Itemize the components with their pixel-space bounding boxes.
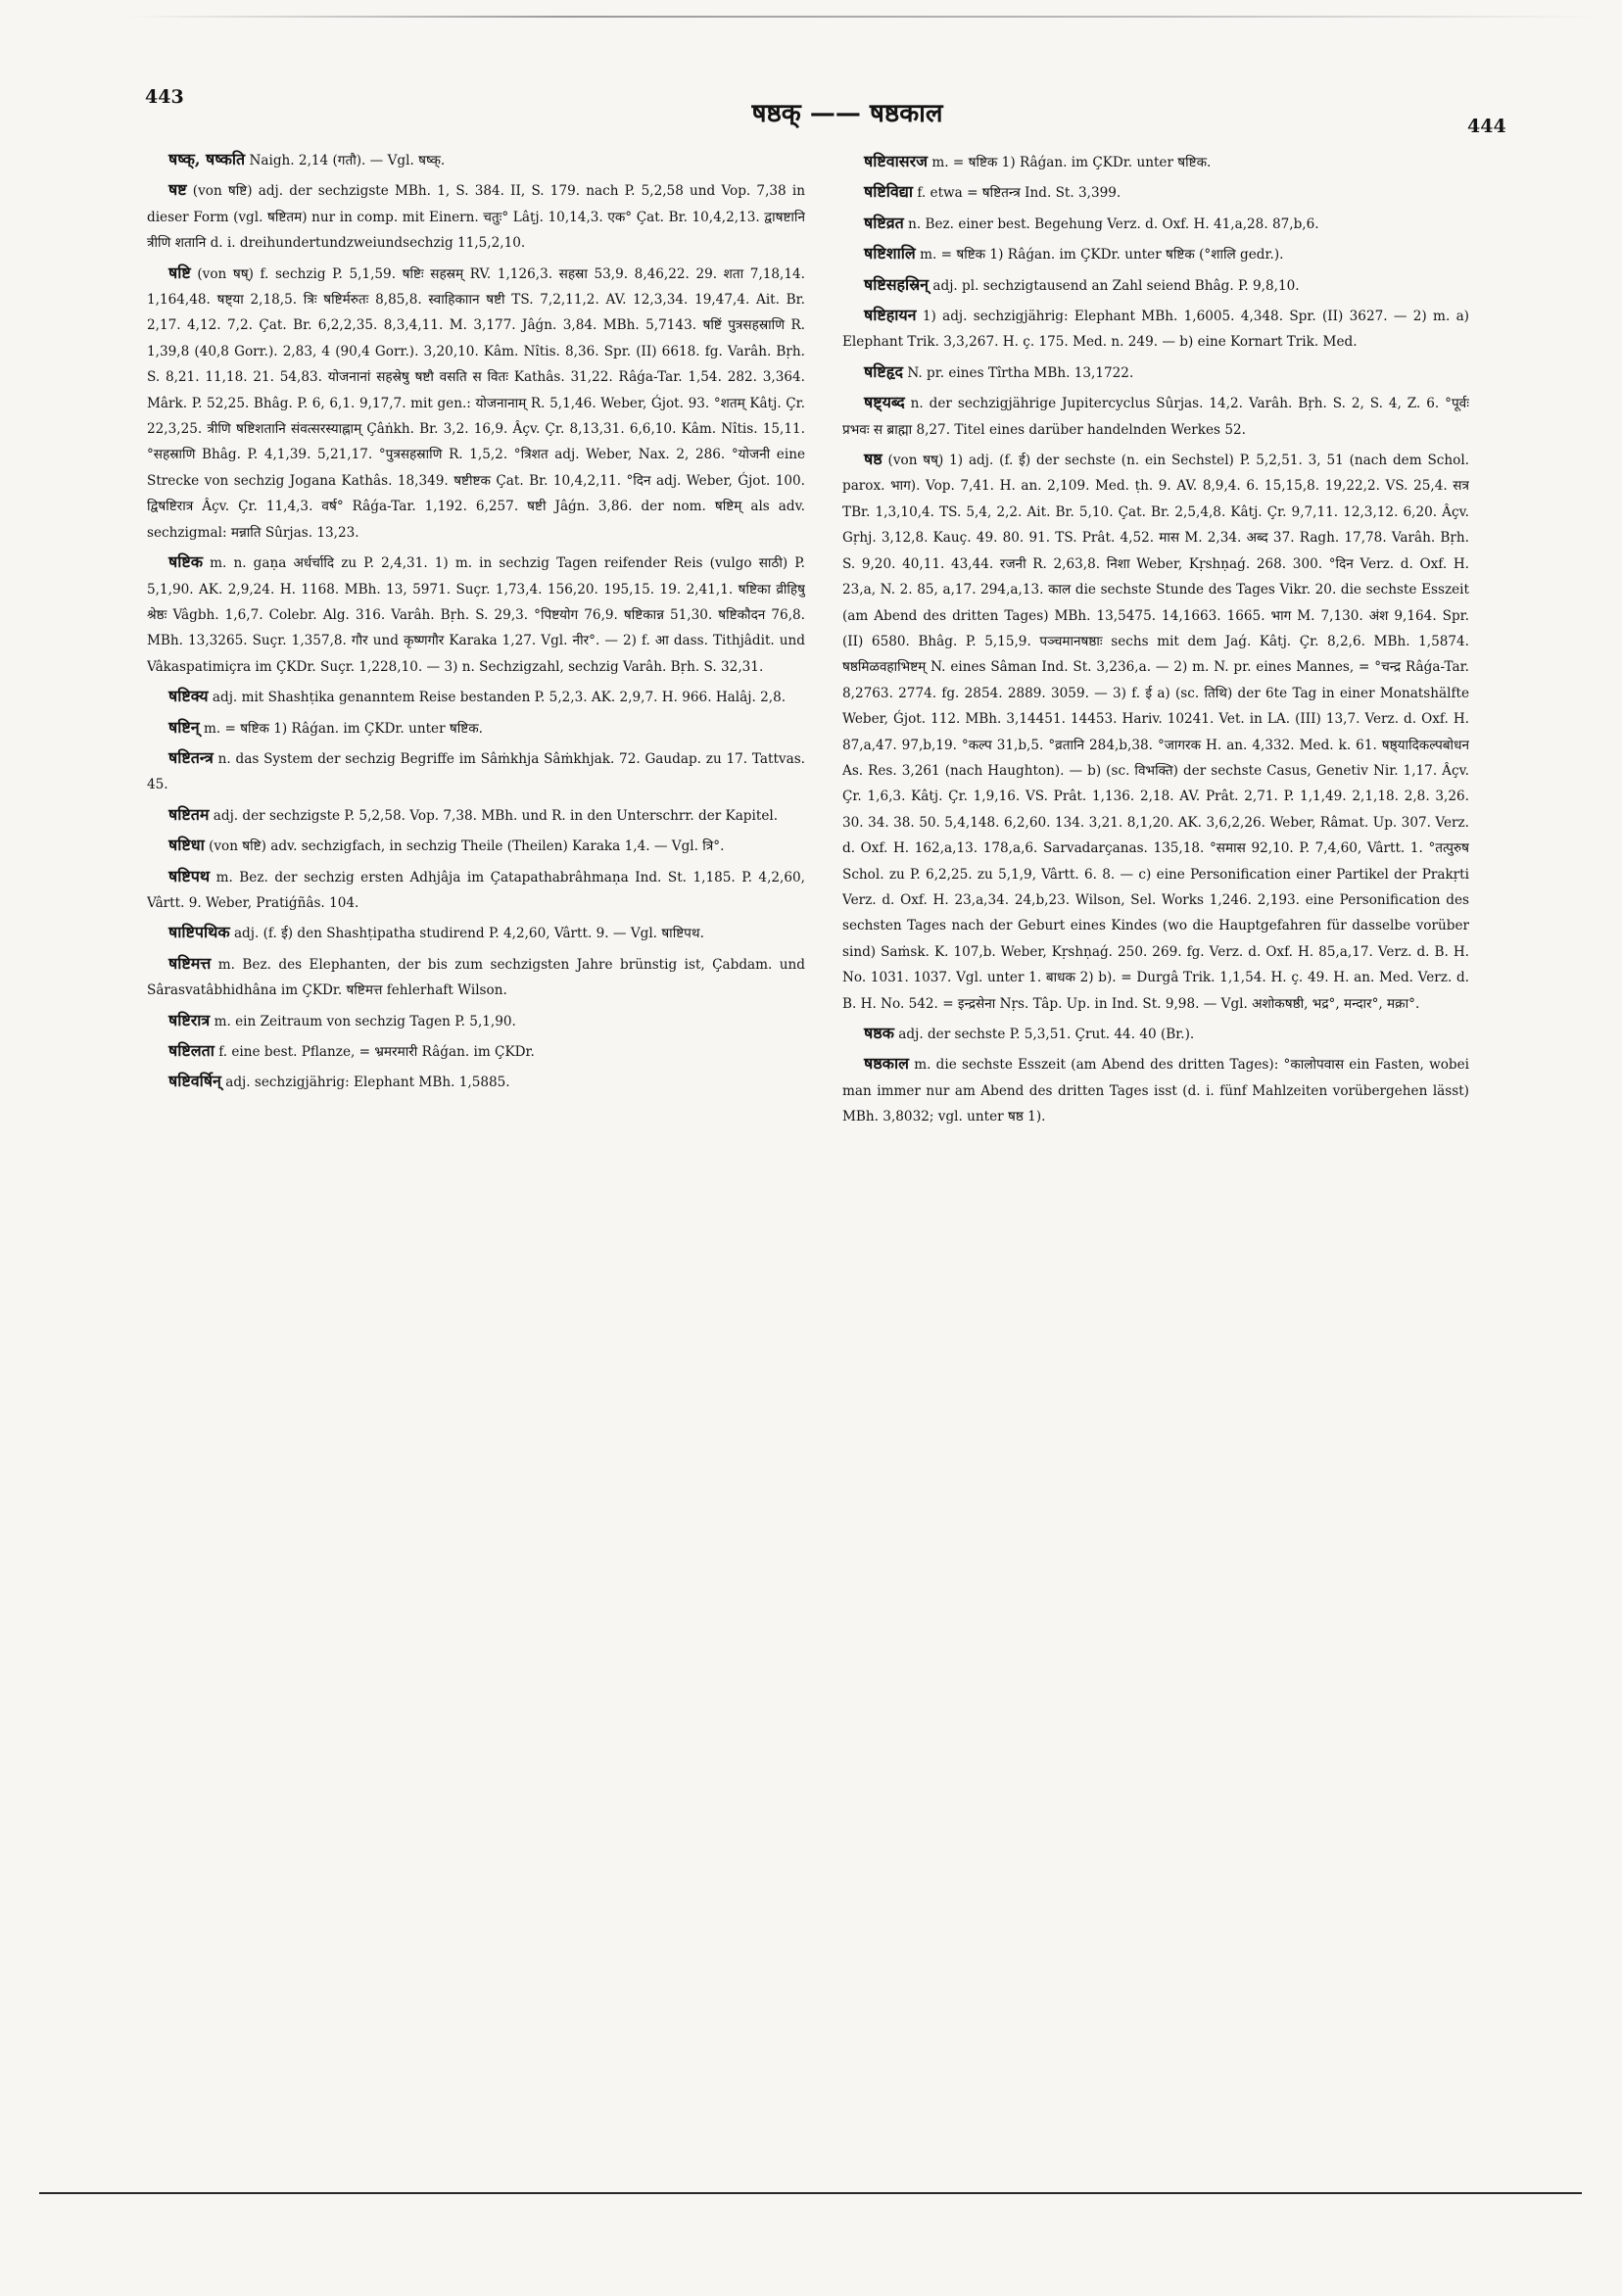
entry-text: m. Bez. der sechzig ersten Adhjâja im Çatapathabrâhmaṇa Ind. St. 1,185. P. 4,2,60, Vârtt. 9. Weber, Pratiǵñâs. 104.	[147, 869, 805, 911]
entry-text: (von षष्) 1) adj. (f. ई) der sechste (n. ein Sechstel) P. 5,2,51. 3, 51 (nach dem Schol. parox. भाग). Vop. 7,41. H. an. 2,109. Med. ṭh. 9. AV. 8,9,4. 6. 15,15,8. 19,22,2. VS. 25,4. सत्र TBr. 1,3,10,4. TS. 5,4, 2,2. Ait. Br. 5,10. Çat. Br. 2,5,4,8. Kâtj. Çr. 9,7,11. 12,3,12. 6,20. Âçv. Gṛhj. 3,12,8. Kauç. 49. 80. 91. TS. Prât. 4,52. मास M. 2,34. अब्द 37. Ragh. 17,78. Varâh. Bṛh. S. 9,20. 40,11. 43,44. रजनी R. 2,63,8. निशा Weber, Kṛshṇaǵ. 268. 300. °दिन Verz. d. Oxf. H. 23,a, N. 2. 85, a,17. 294,a,13. काल die sechste Stunde des Tages Vikr. 20. die sechste Esszeit (am Abend des dritten Tages) MBh. 13,5475. 14,1663. 1665. भाग M. 7,130. अंश 9,164. Spr. (II) 6580. Bhâg. P. 5,15,9. पञ्चमानषष्ठाः sechs mit dem Jaǵ. Kâtj. Çr. 8,2,6. MBh. 1,5874. षष्ठमिळवहाभिष्टम् N. eines Sâman Ind. St. 3,236,a. — 2) m. N. pr. eines Mannes, = °चन्द्र Râǵa-Tar. 8,2763. 2774. fg. 2854. 2889. 3059. — 3) f. ई a) (sc. तिथि) der 6te Tag in einer Monatshälfte Weber, Ǵjot. 112. MBh. 3,14451. 14453. Hariv. 10241. Vet. in LA. (III) 13,7. Verz. d. Oxf. H. 87,a,47. 97,b,19. °कल्प 31,b,5. °व्रतानि 284,b,38. °जागरक H. an. 4,332. Med. k. 61. षष्ठ्यादिकल्पबोधन As. Res. 3,261 (nach Haughton). — b) (sc. विभक्ति) der sechste Casus, Genetiv Nir. 1,17. Âçv. Çr. 1,6,3. Kâtj. Çr. 1,9,16. VS. Prât. 1,136. 2,18. AV. Prât. 2,71. P. 1,1,49. 2,1,18. 2,8. 3,26. 30. 34. 38. 50. 5,4,148. 6,2,60. 134. 3,21. 8,1,20. AK. 3,6,2,26. Weber, Râmat. Up. 307. Verz. d. Oxf. H. 162,a,13. 178,a,6. Sarvadarçanas. 135,18. °समास 92,10. P. 7,4,60, Vârtt. 1. °तत्पुरुष Schol. zu P. 6,2,25. zu 5,1,9, Vârtt. 6. 8. — c) eine Personification einer Partikel der Prakṛti Verz. d. Oxf. H. 23,a,34. 24,b,23. Wilson, Sel. Works 1,246. 2,193. eine Personification des sechsten Tages nach der Geburt eines Kindes (wo die Hauptgefahren für dasselbe vorüber sind) Saṁsk. K. 107,b. Weber, Kṛshṇaǵ. 250. 269. fg. Verz. d. Oxf. H. 85,a,17. Verz. d. B. H. No. 1031. 1037. Vgl. unter 1. बाधक 2) b). = Durgâ Trik. 1,1,54. H. ç. 49. H. an. Med. Verz. d. B. H. No. 542. = इन्द्रसेना Nṛs. Tâp. Up. in Ind. St. 9,98. — Vgl. अशोकषष्ठी, भद्र°, मन्दार°, मक्रा°.	[842, 453, 1469, 1012]
entry-headword: षष्ट	[168, 180, 187, 200]
dictionary-entry	[842, 149, 1469, 175]
entry-text: m. Bez. des Elephanten, der bis zum sechzigsten Jahre brünstig ist, Çabdam. und Sârasvatâbhidhâna im ÇKDr. षष्टिमत्त fehlerhaft Wilson.	[147, 956, 805, 999]
dictionary-entry	[147, 951, 805, 1004]
entry-text: n. das System der sechzig Begriffe im Sâṁkhja Sâṁkhjak. 72. Gaudap. zu 17. Tattvas. 45.	[147, 750, 805, 793]
dictionary-entry	[147, 1069, 805, 1095]
page-number-left: 443	[145, 86, 184, 108]
entry-text: adj. der sechzigste P. 5,2,58. Vop. 7,38. MBh. und R. in den Unterschrr. der Kapitel.	[213, 807, 779, 824]
dictionary-entry	[147, 802, 805, 829]
entry-headword: षष्टितम	[168, 804, 210, 824]
entry-headword: षष्टिहायन	[864, 306, 917, 325]
dictionary-entry	[147, 1038, 805, 1065]
dictionary-entry	[842, 359, 1469, 386]
dictionary-entry	[147, 1008, 805, 1034]
left-column	[147, 147, 805, 2008]
dictionary-entry	[842, 1051, 1469, 1129]
entry-headword: षष्क्, षष्कति	[168, 150, 246, 168]
entry-headword: षष्टिपथ	[168, 866, 211, 885]
dictionary-entry	[147, 920, 805, 946]
dictionary-entry	[842, 179, 1469, 206]
entry-text: adj. pl. sechzigtausend an Zahl seiend Bhâg. P. 9,8,10.	[932, 277, 1300, 294]
entry-text: 1) adj. sechzigjährig: Elephant MBh. 1,6005. 4,348. Spr. (II) 3627. — 2) m. a) Elephant Trik. 3,3,267. H. ç. 175. Med. n. 249. — b) eine Kornart Trik. Med.	[842, 309, 1469, 351]
entry-text: m. = षष्टिक 1) Râǵan. im ÇKDr. unter षष्टिक.	[931, 155, 1212, 170]
entry-text: (von षष्) f. sechzig P. 5,1,59. षष्टिः सहस्रम् RV. 1,126,3. सहस्रा 53,9. 8,46,22. 29. शता 7,18,14. 1,164,48. षष्ट्या 2,18,5. त्रिः षष्टिर्मरुतः 8,85,8. स्वाहिकाान षष्टी TS. 7,2,11,2. AV. 12,3,34. 19,47,4. Ait. Br. 2,17. 4,12. 7,2. Çat. Br. 6,2,2,35. 8,3,4,11. M. 3,177. Jâǵn. 3,84. MBh. 5,7143. षष्टिं पुत्रसहस्राणि R. 1,39,8 (40,8 Gorr.). 2,83, 4 (90,4 Gorr.). 3,20,10. Kâm. Nîtis. 8,36. Spr. (II) 6618. fg. Varâh. Bṛh. S. 8,21. 11,18. 21. 54,83. योजनानां सहस्रेषु षष्टौ वसति स वितः Kathâs. 31,22. Râǵa-Tar. 1,54. 282. 3,364. Mârk. P. 52,25. Bhâg. P. 6, 6,1. 9,17,7. mit gen.: योजनानाम् R. 5,1,46. Weber, Ǵjot. 93. °शतम् Kâtj. Çr. 22,3,25. त्रीणि षष्टिशतानि संवत्सरस्याह्नाम् Çâṅkh. Br. 3,2. 16,9. Âçv. Çr. 8,13,31. 6,6,10. Kâm. Nîtis. 15,11. °सहस्राणि Bhâg. P. 4,1,39. 5,21,17. °पुत्रसहस्राणि R. 1,5,2. °त्रिशत adj. Weber, Nax. 2, 286. °योजनी eine Strecke von sechzig Jogana Kathâs. 18,349. षष्टीष्टक Çat. Br. 10,4,2,11. °दिन adj. Weber, Ǵjot. 100. द्विषष्टिरात्र Âçv. Çr. 11,4,3. वर्ष° Râǵa-Tar. 1,192. 6,257. षष्टी Jâǵn. 3,86. der nom. षष्टिम् als adv. sechzigmal: मन्नाति Sûrjas. 13,23.	[147, 265, 805, 541]
entry-headword: षष्टिक्य	[168, 687, 209, 706]
entry-text: m. n. gaṇa अर्धर्चादि zu P. 2,4,31. 1) m. in sechzig Tagen reifender Reis (vulgo साठी) P. 5,1,90. AK. 2,9,24. H. 1168. MBh. 13, 5971. Suçr. 1,73,4. 156,20. 195,15. 19. 2,41,1. षष्टिका व्रीहिषु श्रेष्ठः Vâgbh. 1,6,7. Colebr. Alg. 316. Varâh. Bṛh. S. 29,3. °पिष्टयोग 76,9. षष्टिकान्न 51,30. षष्टिकौदन 76,8. MBh. 13,3265. Suçr. 1,357,8. गौर und कृष्णगौर Karaka 1,27. Vgl. नीर°. — 2) f. आ dass. Tithjâdit. und Vâkaspatimiçra im ÇKDr. Suçr. 1,228,10. — 3) n. Sechzigzahl, sechzig Varâh. Bṛh. S. 32,31.	[147, 555, 805, 675]
entry-text: adj. mit Shashṭika genanntem Reise bestanden P. 5,2,3. AK. 2,9,7. H. 966. Halâj. 2,8.	[212, 690, 787, 706]
dictionary-entry	[147, 550, 805, 680]
entry-headword: षष्टितन्त्र	[168, 747, 214, 767]
entry-headword: षष्टिहृद	[864, 361, 904, 381]
entry-headword: षष्टिशालि	[864, 244, 916, 263]
entry-headword: षष्टिधा	[168, 836, 205, 855]
entry-text: m. ein Zeitraum von sechzig Tagen P. 5,1,90.	[214, 1013, 516, 1029]
dictionary-entry	[842, 447, 1469, 1017]
dictionary-entry	[147, 177, 805, 256]
entry-text: m. = षष्टिक 1) Râǵan. im ÇKDr. unter षष्टिक (°शालि gedr.).	[920, 247, 1284, 263]
entry-text: f. eine best. Pflanze, = भ्रमरमारी Râǵan. im ÇKDr.	[218, 1044, 535, 1060]
entry-text: adj. (f. ई) den Shashṭipatha studirend P. 4,2,60, Vârtt. 9. — Vgl. षाष्टिपथ.	[233, 926, 704, 942]
entry-text: (von षष्टि) adj. der sechzigste MBh. 1, S. 384. II, S. 179. nach P. 5,2,58 und Vop. 7,38 in dieser Form (vgl. षष्टितम) nur in comp. mit Einern. चतुः° Lâṭj. 10,14,3. एक° Çat. Br. 10,4,2,13. द्वाषष्टानि त्रीणि शतानि d. i. dreihundertundzweiundsechzig 11,5,2,10.	[147, 183, 805, 252]
entry-headword: षष्टिवर्षिन्	[168, 1072, 221, 1091]
dictionary-entry	[147, 864, 805, 917]
entry-text: Naigh. 2,14 (गतौ). — Vgl. षष्क्.	[249, 153, 446, 168]
entry-headword: षष्ठ	[864, 450, 883, 469]
dictionary-entry	[147, 684, 805, 710]
dictionary-entry	[842, 390, 1469, 443]
entry-headword: षष्टिविद्या	[864, 182, 914, 202]
entry-headword: षष्टिक	[168, 552, 204, 572]
dictionary-entry	[842, 1021, 1469, 1047]
dictionary-entry	[147, 261, 805, 546]
entry-text: f. etwa = षष्टितन्त्र Ind. St. 3,399.	[917, 185, 1121, 202]
entry-text: adj. sechzigjährig: Elephant MBh. 1,5885.	[225, 1075, 510, 1091]
dictionary-entry	[842, 303, 1469, 356]
bottom-rule	[39, 2192, 1582, 2194]
dictionary-entry	[147, 833, 805, 859]
top-edge-line	[127, 16, 1597, 18]
entry-text: n. der sechzigjährige Jupitercyclus Sûrjas. 14,2. Varâh. Bṛh. S. 2, S. 4, Z. 6. °पूर्वः प्रभवः स ब्राह्मा 8,27. Titel eines darüber handelnden Werkes 52.	[842, 396, 1469, 438]
running-head: षष्ठक् —— षष्ठकाल	[751, 99, 943, 128]
entry-text: (von षष्टि) adv. sechzigfach, in sechzig Theile (Theilen) Karaka 1,4. — Vgl. त्रि°.	[209, 838, 725, 855]
entry-headword: षष्टिसहस्रिन्	[864, 274, 930, 294]
dictionary-entry	[147, 745, 805, 798]
entry-headword: षष्टिमत्त	[168, 953, 212, 973]
entry-headword: षष्टिव्रत	[864, 213, 904, 232]
entry-headword: षष्टिरात्र	[168, 1010, 211, 1029]
entry-headword: षष्टिवासरज	[864, 152, 929, 170]
entry-text: n. Bez. einer best. Begehung Verz. d. Oxf. H. 41,a,28. 87,b,6.	[908, 215, 1319, 232]
dictionary-entry	[842, 272, 1469, 299]
page-number-right: 444	[1467, 116, 1506, 137]
dictionary-entry	[147, 715, 805, 741]
dictionary-entry	[147, 147, 805, 173]
dictionary-entry	[842, 241, 1469, 267]
entry-text: m. = षष्टिक 1) Râǵan. im ÇKDr. unter षष्टिक.	[203, 720, 483, 737]
entry-text: N. pr. eines Tîrtha MBh. 13,1722.	[907, 364, 1134, 381]
right-column	[842, 149, 1469, 2010]
entry-headword: षष्टि	[168, 263, 191, 282]
entry-headword: षष्टिलता	[168, 1041, 215, 1060]
entry-headword: षष्ठकाल	[864, 1054, 909, 1074]
entry-headword: षाष्टिपथिक	[168, 923, 230, 942]
entry-headword: षष्ट्यब्द	[864, 393, 905, 412]
dictionary-entry	[842, 211, 1469, 237]
entry-headword: षष्टिन्	[168, 717, 200, 737]
entry-text: adj. der sechste P. 5,3,51. Çrut. 44. 40 (Br.).	[898, 1027, 1195, 1042]
entry-headword: षष्ठक	[864, 1024, 894, 1042]
entry-text: m. die sechste Esszeit (am Abend des dritten Tages): °कालोपवास ein Fasten, wobei man immer nur am Abend des dritten Tages isst (d. i. fünf Mahlzeiten vorübergehen lässt) MBh. 3,8032; vgl. unter षष्ठ 1).	[842, 1057, 1469, 1125]
